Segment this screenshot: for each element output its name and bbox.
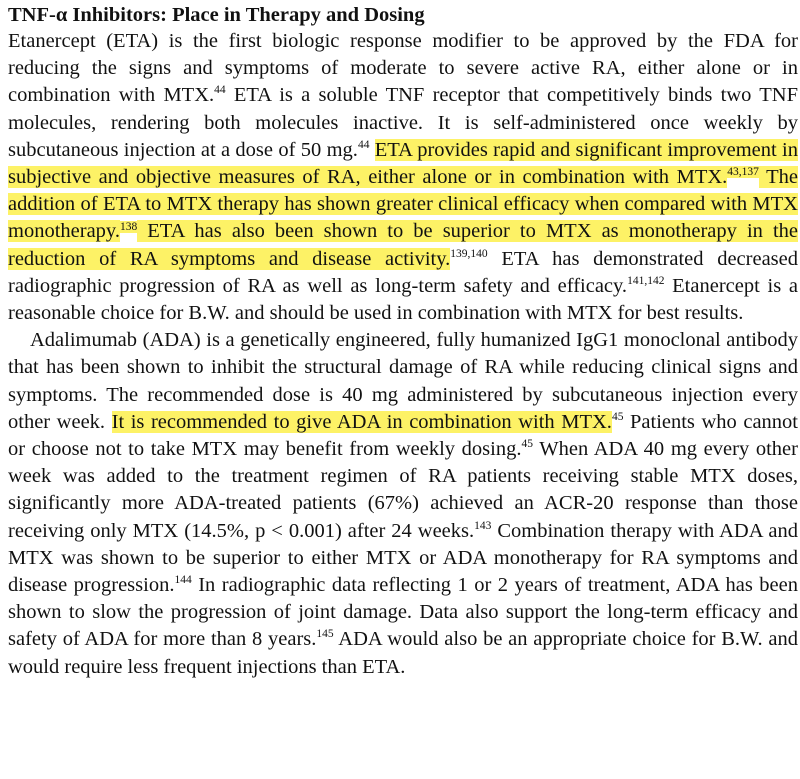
document-page [8, 2, 798, 681]
text-run: When ADA 40 mg every other week was added to the treatment regimen of RA patients receiving stable MTX doses, significantly more ADA-treated patients (67%) achieved an ACR-20 response than those receiving only MTX (14.5%, p < 0.001) after 24 weeks. [8, 438, 798, 542]
highlighted-text: ETA has also been shown to be superior to MTX as monotherapy in the reduction of RA symptoms and disease activity. [8, 220, 798, 270]
citation-ref: 144 [174, 574, 192, 587]
text-run: ETA has demonstrated decreased radiographic progression of RA as well as long-term safety and efficacy. [8, 247, 799, 297]
citation-ref: 139,140 [450, 247, 488, 260]
citation-ref: 145 [316, 628, 334, 641]
section-heading: TNF-α Inhibitors: Place in Therapy and Dosing [8, 4, 425, 26]
text-run: Adalimumab (ADA) is a genetically engineered, fully humanized IgG1 monoclonal antibody that has been shown to inhibit the structural damage of RA while reducing clinical signs and symptoms. The recommended dose is 40 mg administered by subcutaneous injection every other week. [8, 329, 798, 433]
body-paragraph [8, 327, 798, 681]
citation-ref: 45 [611, 411, 624, 424]
text-run: Etanercept is a reasonable choice for B.W. and should be used in combination with MTX for best results. [8, 274, 798, 325]
text-run: ADA would also be an appropriate choice for B.W. and would require less frequent injections than ETA. [8, 628, 798, 678]
text-run: Patients who cannot or choose not to take MTX may benefit from weekly dosing. [8, 410, 798, 461]
citation-ref: 43,137 [727, 166, 759, 179]
text-run: In radiographic data reflecting 1 or 2 years of treatment, ADA has been shown to slow the progression of joint damage. Data also support the long-term efficacy and safety of ADA for more than 8 years. [8, 574, 798, 651]
highlighted-text: It is recommended to give ADA in combination with MTX. [111, 410, 612, 433]
text-run: ETA is a soluble TNF receptor that competitively binds two TNF molecules, rendering both molecules inactive. It is self-administered once weekly by subcutaneous injection at a dose of 50 mg. [8, 84, 799, 161]
text-run: Etanercept (ETA) is the first biologic response modifier to be approved by the FDA for reducing the signs and symptoms of moderate to severe active RA, either alone or in combination with MTX. [8, 30, 798, 107]
citation-ref: 143 [474, 519, 492, 532]
citation-ref: 44 [214, 84, 226, 97]
highlighted-text: The addition of ETA to MTX therapy has shown greater clinical efficacy when compared with MTX monotherapy. [8, 166, 798, 243]
citation-ref: 138 [119, 220, 138, 233]
text-run: Combination therapy with ADA and MTX was shown to be superior to either MTX or ADA monotherapy for RA symptoms and disease progression. [8, 519, 798, 597]
citation-ref: 44 [357, 138, 370, 151]
citation-ref: 45 [521, 438, 533, 451]
highlighted-text: ETA provides rapid and significant improvement in subjective and objective measures of RA, either alone or in combination with MTX. [8, 138, 799, 189]
text-run [369, 139, 374, 161]
citation-ref: 141,142 [627, 275, 665, 287]
body-paragraph [8, 28, 798, 327]
document-body [8, 28, 798, 681]
